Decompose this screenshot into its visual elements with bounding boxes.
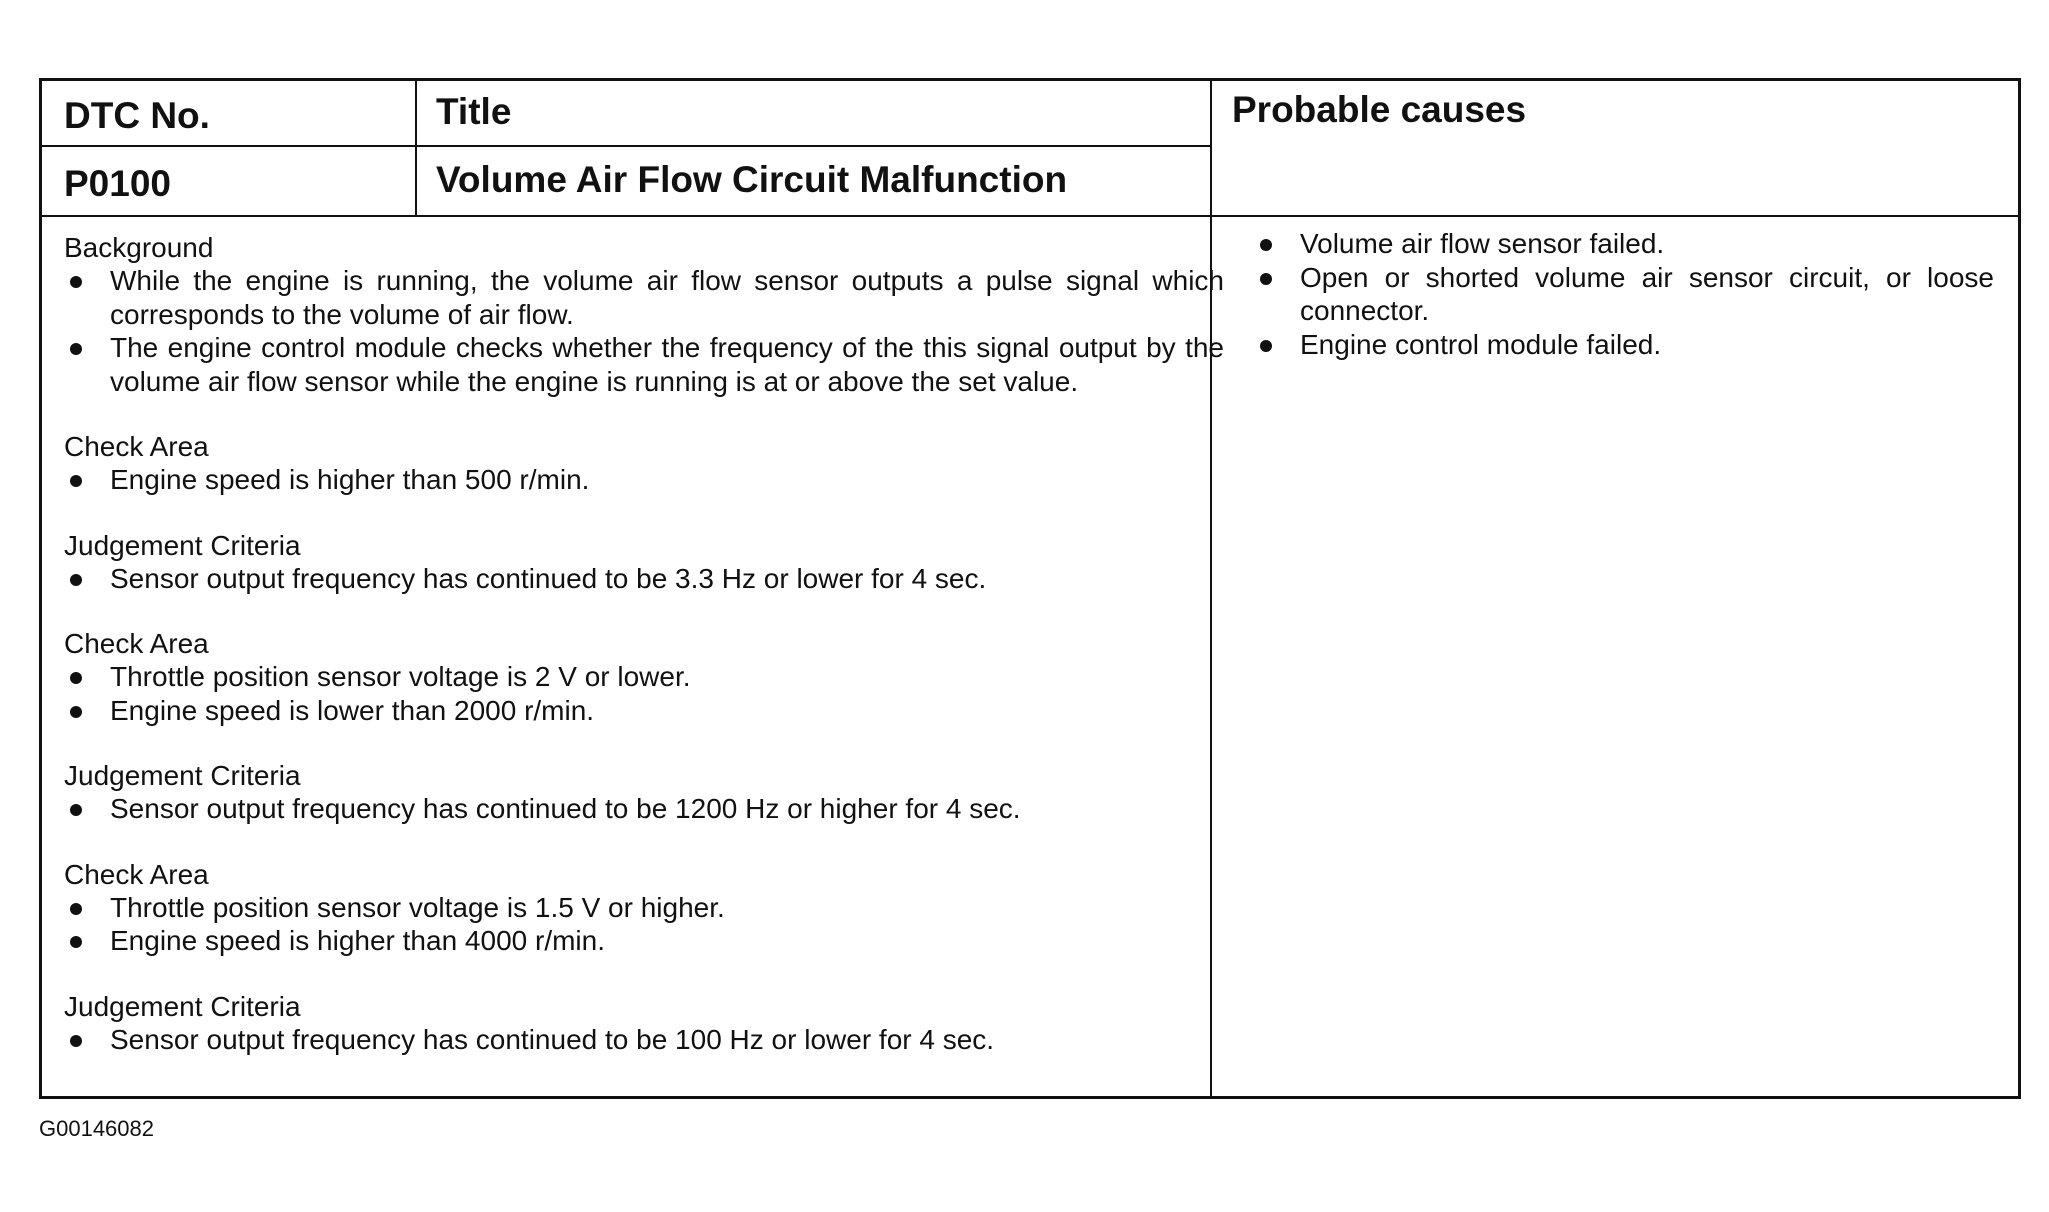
detection-conditions xyxy=(64,231,1224,1056)
dtc-table xyxy=(39,78,2021,1099)
bullet-icon xyxy=(1260,273,1272,285)
title-header: Title xyxy=(436,91,512,132)
row-divider-body xyxy=(42,215,2018,217)
bullet-icon xyxy=(70,574,82,586)
check-area-section xyxy=(64,627,1224,727)
bullet-icon xyxy=(70,804,82,816)
bullet-list xyxy=(64,660,1224,727)
section-title: Check Area xyxy=(64,858,209,890)
dtc-code: P0100 xyxy=(64,163,171,204)
item-text: Sensor output frequency has continued to be 1200 Hz or higher for 4 sec. xyxy=(110,793,1021,824)
column-divider-dtc-title xyxy=(415,81,417,215)
dtc-no-header: DTC No. xyxy=(64,95,210,136)
section-title: Check Area xyxy=(64,628,209,659)
bullet-icon xyxy=(70,343,82,355)
item-text: Throttle position sensor voltage is 2 V or lower. xyxy=(110,661,691,692)
bullet-list xyxy=(64,891,1224,958)
list-item xyxy=(64,792,1224,826)
bullet-list xyxy=(64,562,1224,596)
list-item xyxy=(64,660,1224,694)
item-text: Engine control module failed. xyxy=(1300,328,1662,360)
list-item xyxy=(64,924,1224,958)
list-item xyxy=(64,1023,1224,1057)
bullet-icon xyxy=(70,706,82,718)
judgement-criteria-section xyxy=(64,759,1224,826)
list-item xyxy=(64,331,1224,398)
section-title: Judgement Criteria xyxy=(64,529,301,561)
bullet-list xyxy=(64,264,1224,398)
bullet-icon xyxy=(1260,239,1272,251)
item-text: Sensor output frequency has continued to be 3.3 Hz or lower for 4 sec. xyxy=(110,562,987,594)
row-divider-header xyxy=(42,145,1210,147)
section-title: Judgement Criteria xyxy=(64,760,301,791)
item-text: While the engine is running, the volume air flow sensor outputs a pulse signal which corresponds to the volume of air flow. xyxy=(110,265,1224,330)
bullet-icon xyxy=(70,475,82,487)
bullet-icon xyxy=(70,1035,82,1047)
bullet-list xyxy=(64,463,1224,497)
bullet-icon xyxy=(70,672,82,684)
item-text: Volume air flow sensor failed. xyxy=(1300,228,1665,259)
item-text: Sensor output frequency has continued to be 100 Hz or lower for 4 sec. xyxy=(110,1023,995,1055)
section-title: Judgement Criteria xyxy=(64,990,301,1022)
bullet-icon xyxy=(70,276,82,288)
bullet-icon xyxy=(70,903,82,915)
check-area-section xyxy=(64,858,1224,958)
judgement-criteria-section xyxy=(64,529,1224,596)
list-item xyxy=(64,463,1224,497)
list-item xyxy=(1254,261,1994,328)
list-item xyxy=(64,891,1224,925)
list-item xyxy=(1254,227,1994,261)
item-text: The engine control module checks whether the frequency of the this signal output by the volume air flow sensor while the engine is running is at or above the set value. xyxy=(110,332,1224,397)
figure-id: G00146082 xyxy=(39,1116,154,1141)
probable-causes-header: Probable causes xyxy=(1232,89,1527,130)
list-item xyxy=(64,694,1224,728)
check-area-section xyxy=(64,430,1224,497)
item-text: Throttle position sensor voltage is 1.5 V or higher. xyxy=(110,891,725,923)
bullet-list xyxy=(64,792,1224,826)
list-item xyxy=(64,264,1224,331)
bullet-list xyxy=(1254,227,1994,361)
item-text: Open or shorted volume air sensor circuit, or loose connector. xyxy=(1300,261,1994,326)
list-item xyxy=(64,562,1224,596)
list-item xyxy=(1254,328,1994,362)
bullet-icon xyxy=(70,936,82,948)
probable-causes-list xyxy=(1254,227,1994,361)
item-text: Engine speed is higher than 4000 r/min. xyxy=(110,925,605,956)
bullet-icon xyxy=(1260,340,1272,352)
item-text: Engine speed is lower than 2000 r/min. xyxy=(110,694,595,726)
section-title: Check Area xyxy=(64,431,209,462)
bullet-list xyxy=(64,1023,1224,1057)
dtc-title: Volume Air Flow Circuit Malfunction xyxy=(436,159,1068,200)
item-text: Engine speed is higher than 500 r/min. xyxy=(110,464,590,495)
judgement-criteria-section xyxy=(64,990,1224,1057)
background-section xyxy=(64,231,1224,398)
section-title: Background xyxy=(64,232,214,263)
